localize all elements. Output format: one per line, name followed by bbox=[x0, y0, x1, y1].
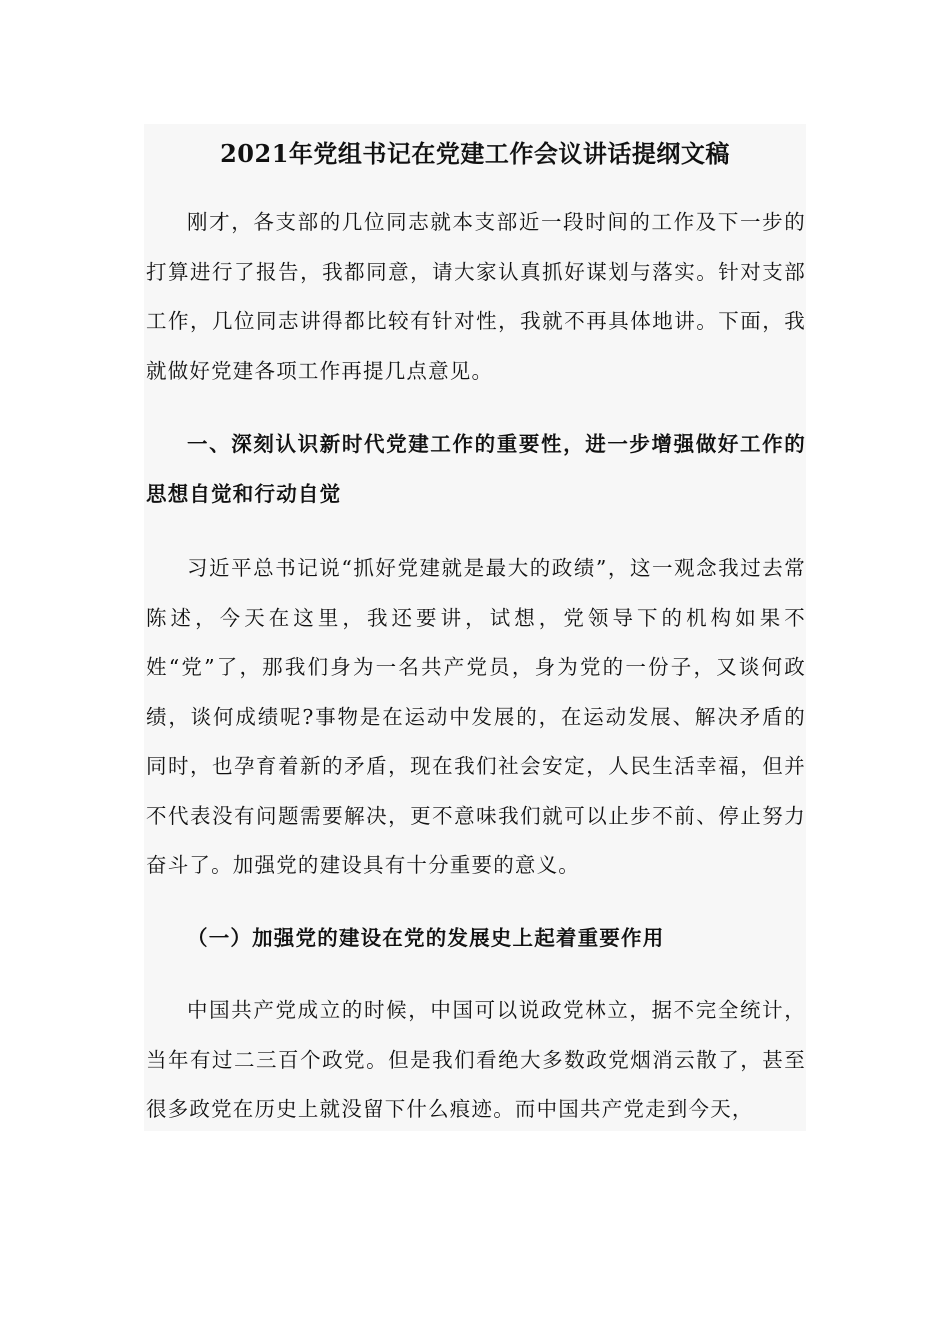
paragraph-history: 中国共产党成立的时候，中国可以说政党林立，据不完全统计，当年有过二三百个政党。但是我们看绝大多数政党烟消云散了，甚至很多政党在历史上就没留下什么痕迹。而中国共产党走到今天， bbox=[146, 998, 806, 1121]
section-heading-one: 一、深刻认识新时代党建工作的重要性，进一步增强做好工作的思想自觉和行动自觉 bbox=[146, 432, 806, 506]
paragraph-intro: 刚才，各支部的几位同志就本支部近一段时间的工作及下一步的打算进行了报告，我都同意，请大家认真抓好谋划与落实。针对支部工作，几位同志讲得都比较有针对性，我就不再具体地讲。下面，我就做好党建各项工作再提几点意见。 bbox=[146, 210, 806, 383]
paragraph-party-building: 习近平总书记说“抓好党建就是最大的政绩”，这一观念我过去常陈述，今天在这里，我还要讲，试想，党领导下的机构如果不姓“党”了，那我们身为一名共产党员，身为党的一份子，又谈何政绩，谈何成绩呢?事物是在运动中发展的，在运动发展、解决矛盾的同时，也孕育着新的矛盾，现在我们社会安定，人民生活幸福，但并不代表没有问题需要解决，更不意味我们就可以止步不前、停止努力奋斗了。加强党的建设具有十分重要的意义。 bbox=[146, 556, 806, 877]
subsection-heading-one: （一）加强党的建设在党的发展史上起着重要作用 bbox=[187, 926, 665, 950]
document-title: 2021年党组书记在党建工作会议讲话提纲文稿 bbox=[220, 139, 730, 168]
